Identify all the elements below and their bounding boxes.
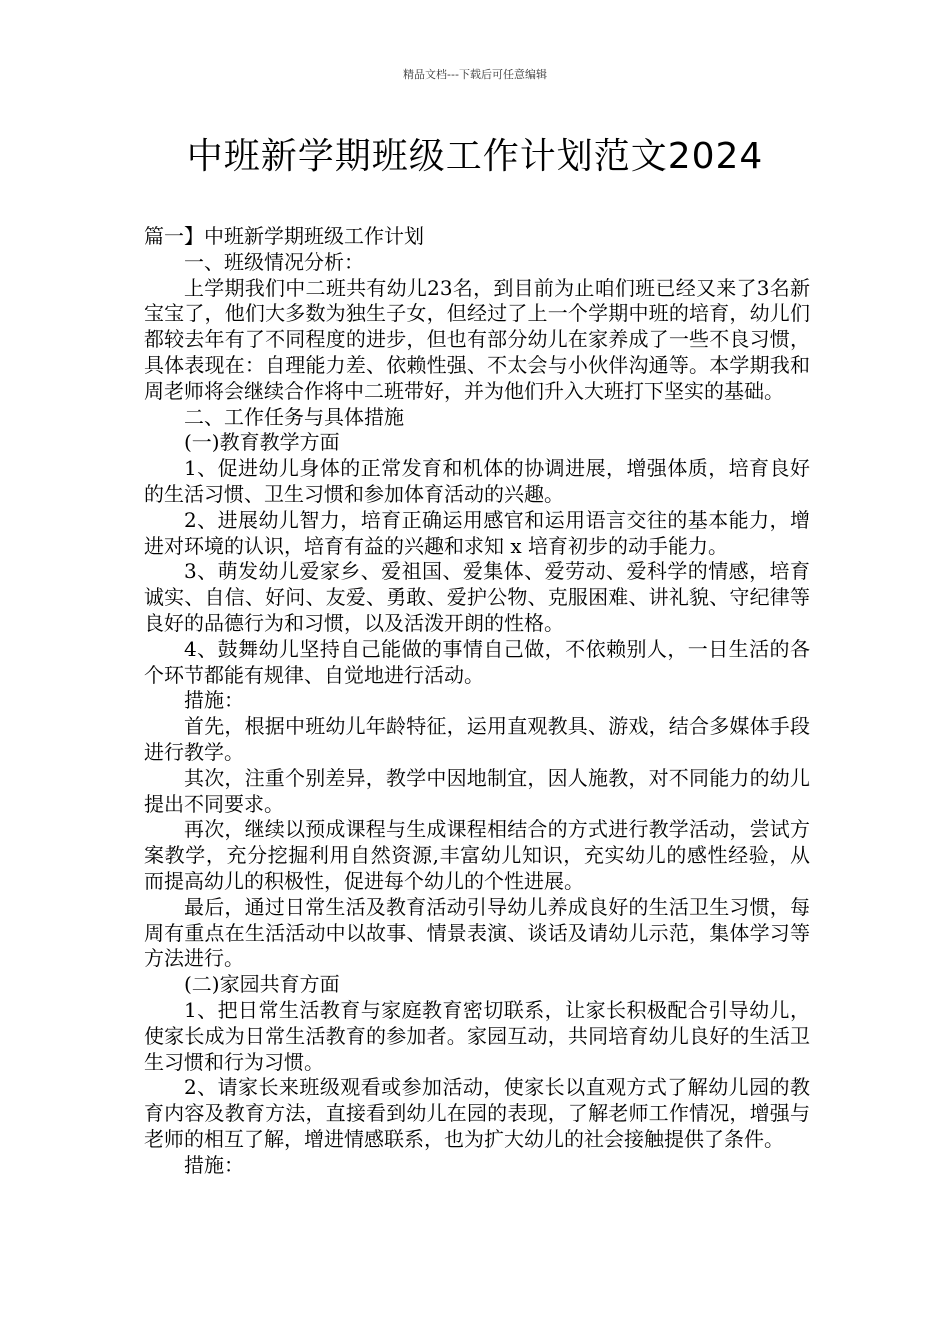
paragraph: 再次，继续以预成课程与生成课程相结合的方式进行教学活动，尝试方案教学，充分挖掘利用自然资源,丰富幼儿知识，充实幼儿的感性经验，从而提高幼儿的积极性，促进每个幼儿的个性进展。 [144,817,810,893]
page-header: 精品文档---下载后可任意编辑 [403,68,547,81]
paragraph: 上学期我们中二班共有幼儿23名，到目前为止咱们班已经又来了3名新宝宝了，他们大多数为独生子女，但经过了上一个学期中班的培育，幼儿们都较去年有了不同程度的进步，但也有部分幼儿在家养成了一些不良习惯，具体表现在：自理能力差、依赖性强、不太会与小伙伴沟通等。本学期我和周老师将会继续合作将中二班带好，并为他们升入大班打下坚实的基础。 [144,275,810,403]
document-title: 中班新学期班级工作计划范文2024 [186,136,764,177]
paragraph: 2、请家长来班级观看或参加活动，使家长以直观方式了解幼儿园的教育内容及教育方法，直接看到幼儿在园的表现，了解老师工作情况，增强与老师的相互了解，增进情感联系，也为扩大幼儿的社会接触提供了条件。 [144,1075,810,1151]
measures-label: 措施： [184,688,244,713]
paragraph: 1、把日常生活教育与家庭教育密切联系，让家长积极配合引导幼儿，使家长成为日常生活教育的参加者。家园互动，共同培育幼儿良好的生活卫生习惯和行为习惯。 [144,997,810,1074]
paragraph: 首先，根据中班幼儿年龄特征，运用直观教具、游戏，结合多媒体手段进行教学。 [144,714,810,764]
subheading-teaching: (一)教育教学方面 [184,430,340,455]
paragraph: 3、萌发幼儿爱家乡、爱祖国、爱集体、爱劳动、爱科学的情感，培育诚实、自信、好问、友爱、勇敢、爱护公物、克服困难、讲礼貌、守纪律等良好的品德行为和习惯，以及活泼开朗的性格。 [144,559,810,635]
paragraph: 其次，注重个别差异，教学中因地制宜，因人施教，对不同能力的幼儿提出不同要求。 [144,765,810,816]
measures-label: 措施： [184,1152,244,1177]
paragraph: 4、鼓舞幼儿坚持自己能做的事情自己做，不依赖别人，一日生活的各个环节都能有规律、自觉地进行活动。 [144,636,810,687]
subheading-tasks: 二、工作任务与具体措施 [184,404,404,429]
paragraph: 2、进展幼儿智力，培育正确运用感官和运用语言交往的基本能力，增进对环境的认识，培育有益的兴趣和求知 x 培育初步的动手能力。 [144,507,810,558]
subheading-home-school: (二)家园共育方面 [184,972,340,997]
document-body [144,224,810,1178]
paragraph: 最后，通过日常生活及教育活动引导幼儿养成良好的生活卫生习惯，每周有重点在生活活动中以故事、情景表演、谈话及请幼儿示范，集体学习等方法进行。 [144,894,810,971]
section-heading: 篇一】中班新学期班级工作计划 [144,224,424,248]
subheading-class-analysis: 一、班级情况分析： [184,249,364,274]
paragraph: 1、促进幼儿身体的正常发育和机体的协调进展，增强体质，培育良好的生活习惯、卫生习惯和参加体育活动的兴趣。 [144,456,810,506]
